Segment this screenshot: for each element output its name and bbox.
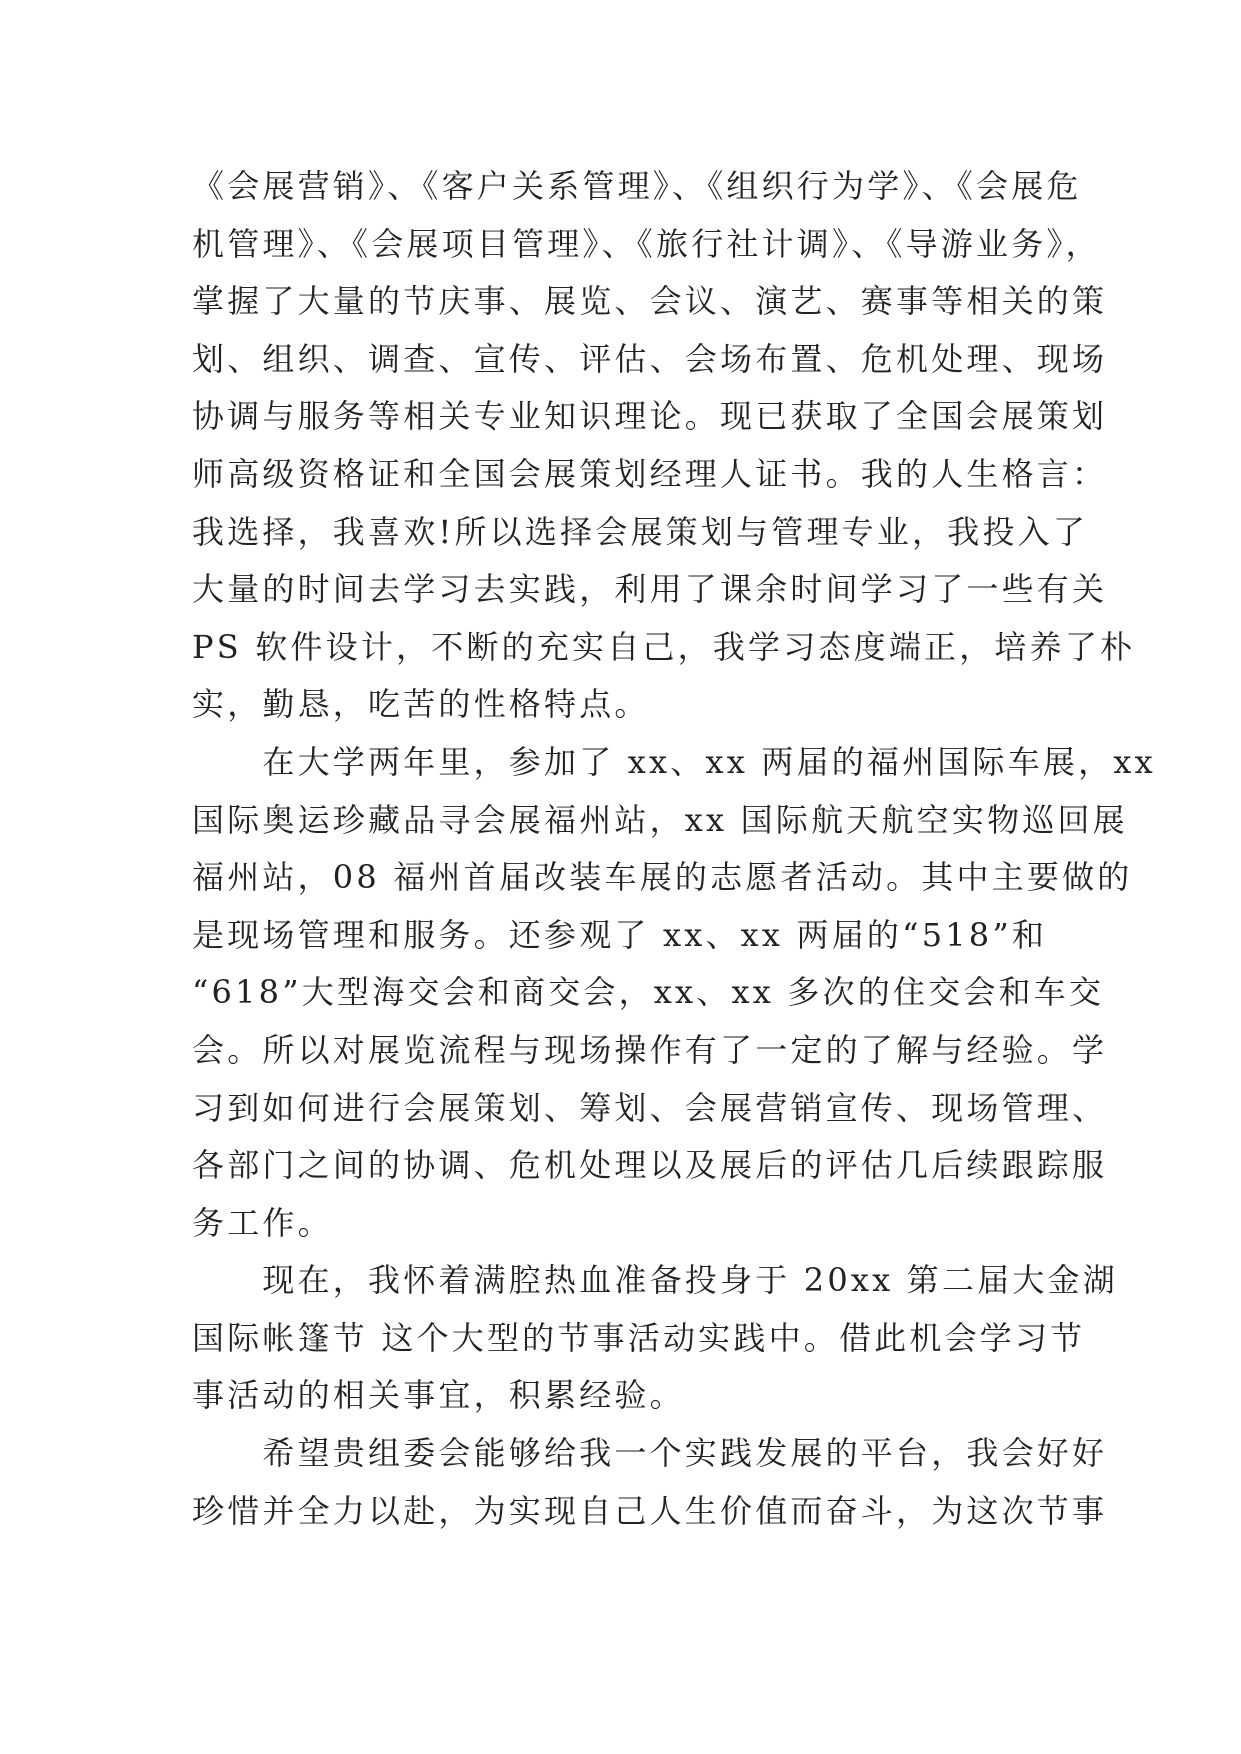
- text-line: 大量的时间去学习去实践，利用了课余时间学习了一些有关: [192, 570, 1108, 609]
- text-line: 福州站，08 福州首届改装车展的志愿者活动。其中主要做的: [192, 858, 1133, 897]
- text-line: PS 软件设计，不断的充实自己，我学习态度端正，培养了朴: [192, 627, 1136, 666]
- text-line: 在大学两年里，参加了 xx、xx 两届的福州国际车展，xx: [192, 742, 1156, 781]
- text-line: 实，勤恳，吃苦的性格特点。: [192, 685, 650, 724]
- text-line: 现在，我怀着满腔热血准备投身于 20xx 第二届大金湖: [192, 1261, 1118, 1300]
- text-line: 珍惜并全力以赴，为实现自己人生价值而奋斗，为这次节事: [192, 1491, 1108, 1530]
- text-line: “618”大型海交会和商交会，xx、xx 多次的住交会和车交: [192, 973, 1105, 1012]
- text-line: 机管理》、《会展项目管理》、《旅行社计调》、《导游业务》，: [192, 224, 1101, 263]
- text-line: 协调与服务等相关专业知识理论。现已获取了全国会展策划: [192, 397, 1108, 436]
- body-text: [192, 158, 1156, 1540]
- text-line: 是现场管理和服务。还参观了 xx、xx 两届的“518”和: [192, 915, 1048, 954]
- text-line: 希望贵组委会能够给我一个实践发展的平台，我会好好: [192, 1434, 1108, 1473]
- text-line: 国际帐篷节 这个大型的节事活动实践中。借此机会学习节: [192, 1318, 1086, 1357]
- text-line: 《会展营销》、《客户关系管理》、《组织行为学》、《会展危: [192, 167, 1082, 205]
- text-line: 掌握了大量的节庆事、展览、会议、演艺、赛事等相关的策: [192, 282, 1108, 321]
- text-line: 事活动的相关事宜，积累经验。: [192, 1376, 685, 1415]
- text-line: 师高级资格证和全国会展策划经理人证书。我的人生格言：: [192, 454, 1108, 493]
- text-line: 习到如何进行会展策划、筹划、会展营销宣传、现场管理、: [192, 1088, 1108, 1127]
- text-line: 我选择，我喜欢!所以选择会展策划与管理专业，我投入了: [192, 512, 1089, 551]
- text-line: 各部门之间的协调、危机处理以及展后的评估几后续跟踪服: [192, 1146, 1108, 1185]
- text-line: 划、组织、调查、宣传、评估、会场布置、危机处理、现场: [192, 339, 1108, 378]
- text-line: 国际奥运珍藏品寻会展福州站，xx 国际航天航空实物巡回展: [192, 800, 1128, 839]
- text-line: 会。所以对展览流程与现场操作有了一定的了解与经验。学: [192, 1030, 1108, 1069]
- text-line: 务工作。: [192, 1203, 333, 1242]
